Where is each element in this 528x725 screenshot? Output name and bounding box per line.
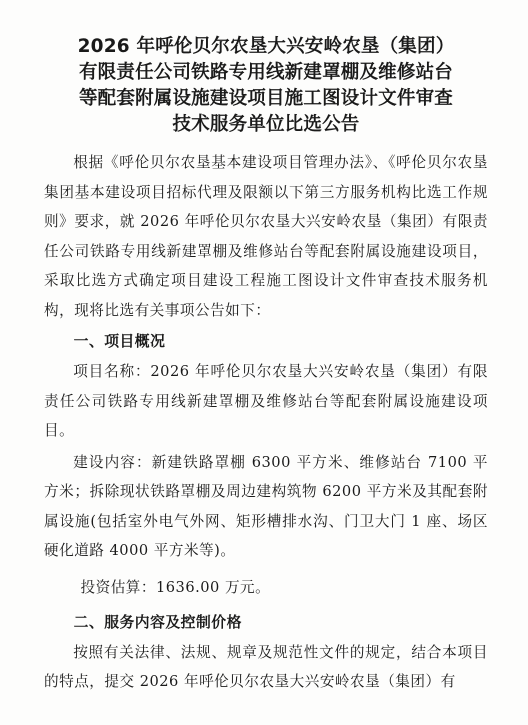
construction-content-paragraph: 建设内容：新建铁路罩棚 6300 平方米、维修站台 7100 平方米；拆除现状铁路罩棚及周边建构筑物 6200 平方米及其配套附属设施(包括室外电气外网、矩形槽排水沟、门卫大门 1 座、场区硬化道路 4000 平方米等)。 bbox=[44, 453, 488, 559]
investment-estimate: 投资估算：1636.00 万元。 bbox=[80, 578, 271, 596]
service-content-paragraph: 按照有关法律、法规、规章及规范性文件的规定，结合本项目的特点，提交 2026 年呼伦贝尔农垦大兴安岭农垦（集团）有 bbox=[44, 643, 488, 690]
title-line-4: 技术服务单位比选公告 bbox=[172, 114, 360, 135]
title-line-2: 有限责任公司铁路专用线新建罩棚及维修站台 bbox=[78, 62, 453, 83]
title-line-3: 等配套附属设施建设项目施工图设计文件审查 bbox=[78, 88, 453, 109]
document-title bbox=[44, 34, 488, 138]
title-line-1: 2026 年呼伦贝尔农垦大兴安岭农垦（集团） bbox=[77, 36, 455, 57]
section-heading-project-overview: 一、项目概况 bbox=[73, 333, 166, 350]
intro-paragraph: 根据《呼伦贝尔农垦基本建设项目管理办法》、《呼伦贝尔农垦集团基本建设项目招标代理及限额以下第三方服务机构比选工作规则》要求，就 2026 年呼伦贝尔农垦大兴安岭农垦（集团）有限责任公司铁路专用线新建罩棚及维修站台等配套附属设施建设项目，采取比选方式确定项目建设工程施工图设计文件审查技术服务机构，现将比选有关事项公告如下： bbox=[44, 154, 488, 319]
section-heading-service-content: 二、服务内容及控制价格 bbox=[73, 613, 242, 631]
project-name-paragraph: 项目名称：2026 年呼伦贝尔农垦大兴安岭农垦（集团）有限责任公司铁路专用线新建罩棚及维修站台等配套附属设施建设项目。 bbox=[44, 363, 488, 439]
